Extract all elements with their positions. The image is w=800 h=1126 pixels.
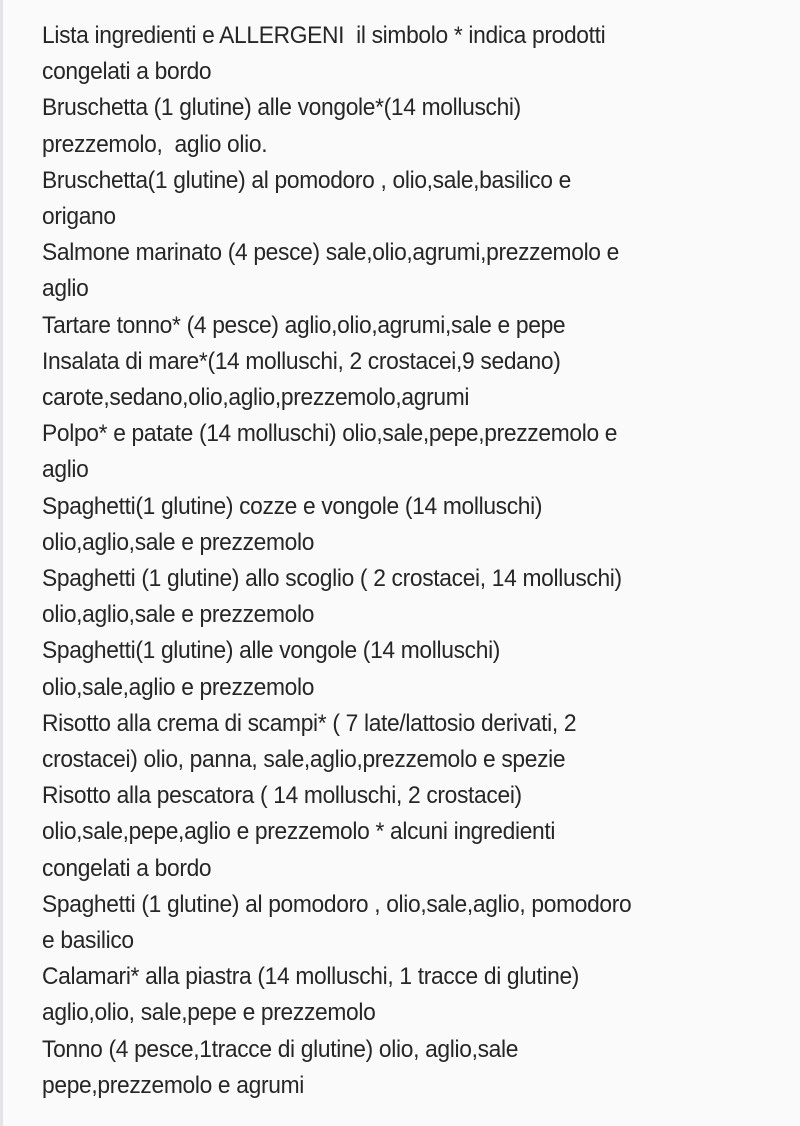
heading-line: congelati a bordo bbox=[42, 58, 212, 86]
item-line: carote,sedano,olio,aglio,prezzemolo,agrumi bbox=[42, 384, 470, 412]
item-line: Tartare tonno* (4 pesce) aglio,olio,agrumi,sale e pepe bbox=[42, 311, 566, 339]
item-line: Calamari* alla piastra (14 molluschi, 1 tracce di glutine) bbox=[42, 963, 580, 991]
item-line: Polpo* e patate (14 molluschi) olio,sale,pepe,prezzemolo e bbox=[42, 420, 618, 448]
item-line: Spaghetti (1 glutine) al pomodoro , olio,sale,aglio, pomodoro bbox=[42, 890, 632, 918]
list-item-spaghetti-cozze-vongole bbox=[42, 489, 786, 561]
list-item-spaghetti-vongole bbox=[42, 633, 786, 705]
item-line: Insalata di mare*(14 molluschi, 2 crostacei,9 sedano) bbox=[42, 347, 561, 375]
item-line: Spaghetti(1 glutine) cozze e vongole (14 molluschi) bbox=[42, 492, 543, 520]
item-line: Bruschetta(1 glutine) al pomodoro , olio,sale,basilico e bbox=[42, 166, 571, 194]
item-line: Spaghetti (1 glutine) allo scoglio ( 2 crostacei, 14 molluschi) bbox=[42, 565, 622, 593]
list-item-calamari-piastra bbox=[42, 959, 786, 1031]
list-item-spaghetti-pomodoro bbox=[42, 887, 786, 959]
list-item-polpo-patate bbox=[42, 416, 786, 488]
list-item-spaghetti-scoglio bbox=[42, 561, 786, 633]
list-item-insalata-di-mare bbox=[42, 344, 786, 416]
list-item-bruschetta-pomodoro bbox=[42, 163, 786, 235]
item-line: olio,aglio,sale e prezzemolo bbox=[42, 601, 315, 629]
left-edge-divider bbox=[0, 0, 3, 1126]
item-line: Tonno (4 pesce,1tracce di glutine) olio, aglio,sale bbox=[42, 1035, 519, 1063]
item-line: aglio,olio, sale,pepe e prezzemolo bbox=[42, 999, 376, 1027]
item-line: olio,sale,aglio e prezzemolo bbox=[42, 673, 315, 701]
heading-line: Lista ingredienti e ALLERGENI il simbolo * indica prodotti bbox=[42, 22, 606, 49]
list-item-salmone-marinato bbox=[42, 235, 786, 307]
item-line: crostacei) olio, panna, sale,aglio,prezzemolo e spezie bbox=[42, 746, 566, 774]
item-line: pepe,prezzemolo e agrumi bbox=[42, 1071, 304, 1099]
item-line: Salmone marinato (4 pesce) sale,olio,agrumi,prezzemolo e bbox=[42, 239, 620, 267]
item-line: e basilico bbox=[42, 927, 134, 955]
list-item-tonno bbox=[42, 1032, 786, 1104]
item-line: prezzemolo, aglio olio. bbox=[42, 130, 268, 158]
item-line: origano bbox=[42, 203, 116, 231]
list-heading bbox=[42, 18, 786, 90]
item-line: olio,aglio,sale e prezzemolo bbox=[42, 528, 315, 556]
list-item-risotto-scampi bbox=[42, 706, 786, 778]
list-item-tartare-tonno bbox=[42, 308, 786, 344]
list-item-risotto-pescatora bbox=[42, 778, 786, 887]
item-line: Spaghetti(1 glutine) alle vongole (14 molluschi) bbox=[42, 637, 501, 665]
allergen-ingredient-list bbox=[42, 18, 786, 1104]
item-line: congelati a bordo bbox=[42, 854, 212, 882]
item-line: aglio bbox=[42, 456, 89, 484]
item-line: olio,sale,pepe,aglio e prezzemolo * alcuni ingredienti bbox=[42, 818, 556, 846]
item-line: Risotto alla pescatora ( 14 molluschi, 2 crostacei) bbox=[42, 782, 522, 810]
item-line: Risotto alla crema di scampi* ( 7 late/lattosio derivati, 2 bbox=[42, 709, 577, 737]
list-item-bruschetta-vongole bbox=[42, 90, 786, 162]
item-line: aglio bbox=[42, 275, 89, 303]
item-line: Bruschetta (1 glutine) alle vongole*(14 molluschi) bbox=[42, 94, 521, 122]
